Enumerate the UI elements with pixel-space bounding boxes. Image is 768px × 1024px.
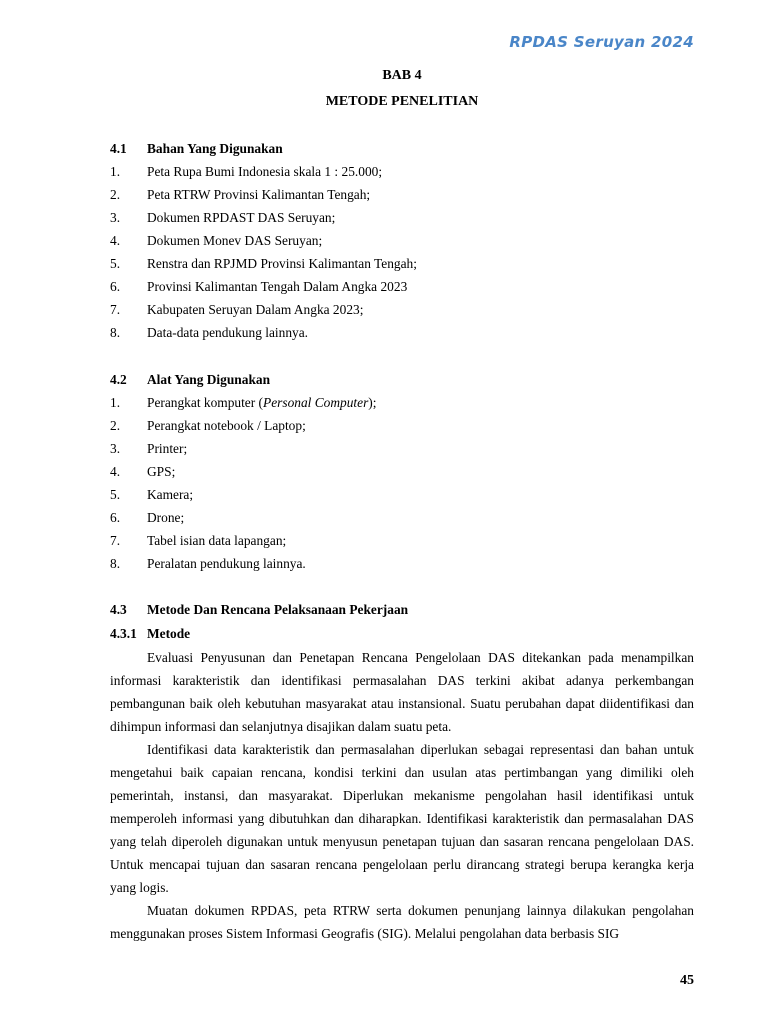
list-item: 7. Kabupaten Seruyan Dalam Angka 2023; <box>110 302 364 317</box>
list-item: 6. Drone; <box>110 510 185 525</box>
list-item: 4. Dokumen Monev DAS Seruyan; <box>110 233 323 248</box>
list-item: 3. Printer; <box>110 441 188 456</box>
italic-term: Personal Computer <box>263 395 369 410</box>
list-item: 8. Data-data pendukung lainnya. <box>110 325 309 340</box>
section-heading-4-1 <box>110 141 283 157</box>
chapter-label: BAB 4 <box>382 68 422 83</box>
page-number: 45 <box>680 973 694 988</box>
list-item: 5. Renstra dan RPJMD Provinsi Kalimantan Tengah; <box>110 256 417 271</box>
section-title: Metode Dan Rencana Pelaksanaan Pekerjaan <box>147 602 409 617</box>
list-item: 3. Dokumen RPDAST DAS Seruyan; <box>110 210 336 225</box>
list-item: 2. Peta RTRW Provinsi Kalimantan Tengah; <box>110 187 371 202</box>
subsection-title: Metode <box>147 626 191 641</box>
list-item: 7. Tabel isian data lapangan; <box>110 533 287 548</box>
paragraph: Evaluasi Penyusunan dan Penetapan Rencana Pengelolaan DAS ditekankan pada menampilkan informasi karakteristik dan identifikasi permasalahan DAS terkini akibat adanya perkembangan pembangunan baik oleh kebutuhan masyarakat atau instansional. Suatu perubahan dapat diidentifikasi dan dihimpun informasi dan selanjutnya disajikan dalam suatu peta. <box>110 650 694 734</box>
paragraph: Muatan dokumen RPDAS, peta RTRW serta dokumen penunjang lainnya dilakukan pengolahan menggunakan proses Sistem Informasi Geografis (SIG). Melalui pengolahan data berbasis SIG <box>110 903 694 941</box>
section-title: Alat Yang Digunakan <box>147 372 271 387</box>
list-item: 4. GPS; <box>110 464 176 479</box>
list-item: 6. Provinsi Kalimantan Tengah Dalam Angka 2023 <box>110 279 408 294</box>
section-heading-4-2 <box>110 372 270 388</box>
list-item: 1. Peta Rupa Bumi Indonesia skala 1 : 25.000; <box>110 164 383 179</box>
list-item: 1. Perangkat komputer (Personal Computer); <box>110 395 377 410</box>
subsection-heading-4-3-1 <box>110 626 190 642</box>
section-heading-4-3 <box>110 602 408 618</box>
list-item: 8. Peralatan pendukung lainnya. <box>110 556 306 571</box>
section-number: 4.1 <box>110 141 127 156</box>
chapter-title: METODE PENELITIAN <box>325 94 479 109</box>
list-item: 5. Kamera; <box>110 487 194 502</box>
running-header: RPDAS Seruyan 2024 <box>509 33 694 51</box>
section-number: 4.2 <box>110 372 127 387</box>
section-number: 4.3 <box>110 602 127 617</box>
section-title: Bahan Yang Digunakan <box>147 141 283 156</box>
subsection-number: 4.3.1 <box>110 626 137 641</box>
paragraph: Identifikasi data karakteristik dan permasalahan diperlukan sebagai representasi dan bahan untuk mengetahui baik capaian rencana, kondisi terkini dan usulan atas pertimbangan yang dimiliki oleh pemerintah, instansi, dan masyarakat. Diperlukan mekanisme pengolahan hasil identifikasi untuk memperoleh informasi yang dibutuhkan dan diharapkan. Identifikasi karakteristik dan permasalahan DAS yang telah diperoleh digunakan untuk menyusun penetapan tujuan dan sasaran rencana pengelolaan DAS. Untuk mencapai tujuan dan sasaran rencana pengelolaan perlu dirancang strategi berupa kerangka kerja yang logis. <box>110 742 694 895</box>
list-item: 2. Perangkat notebook / Laptop; <box>110 418 306 433</box>
